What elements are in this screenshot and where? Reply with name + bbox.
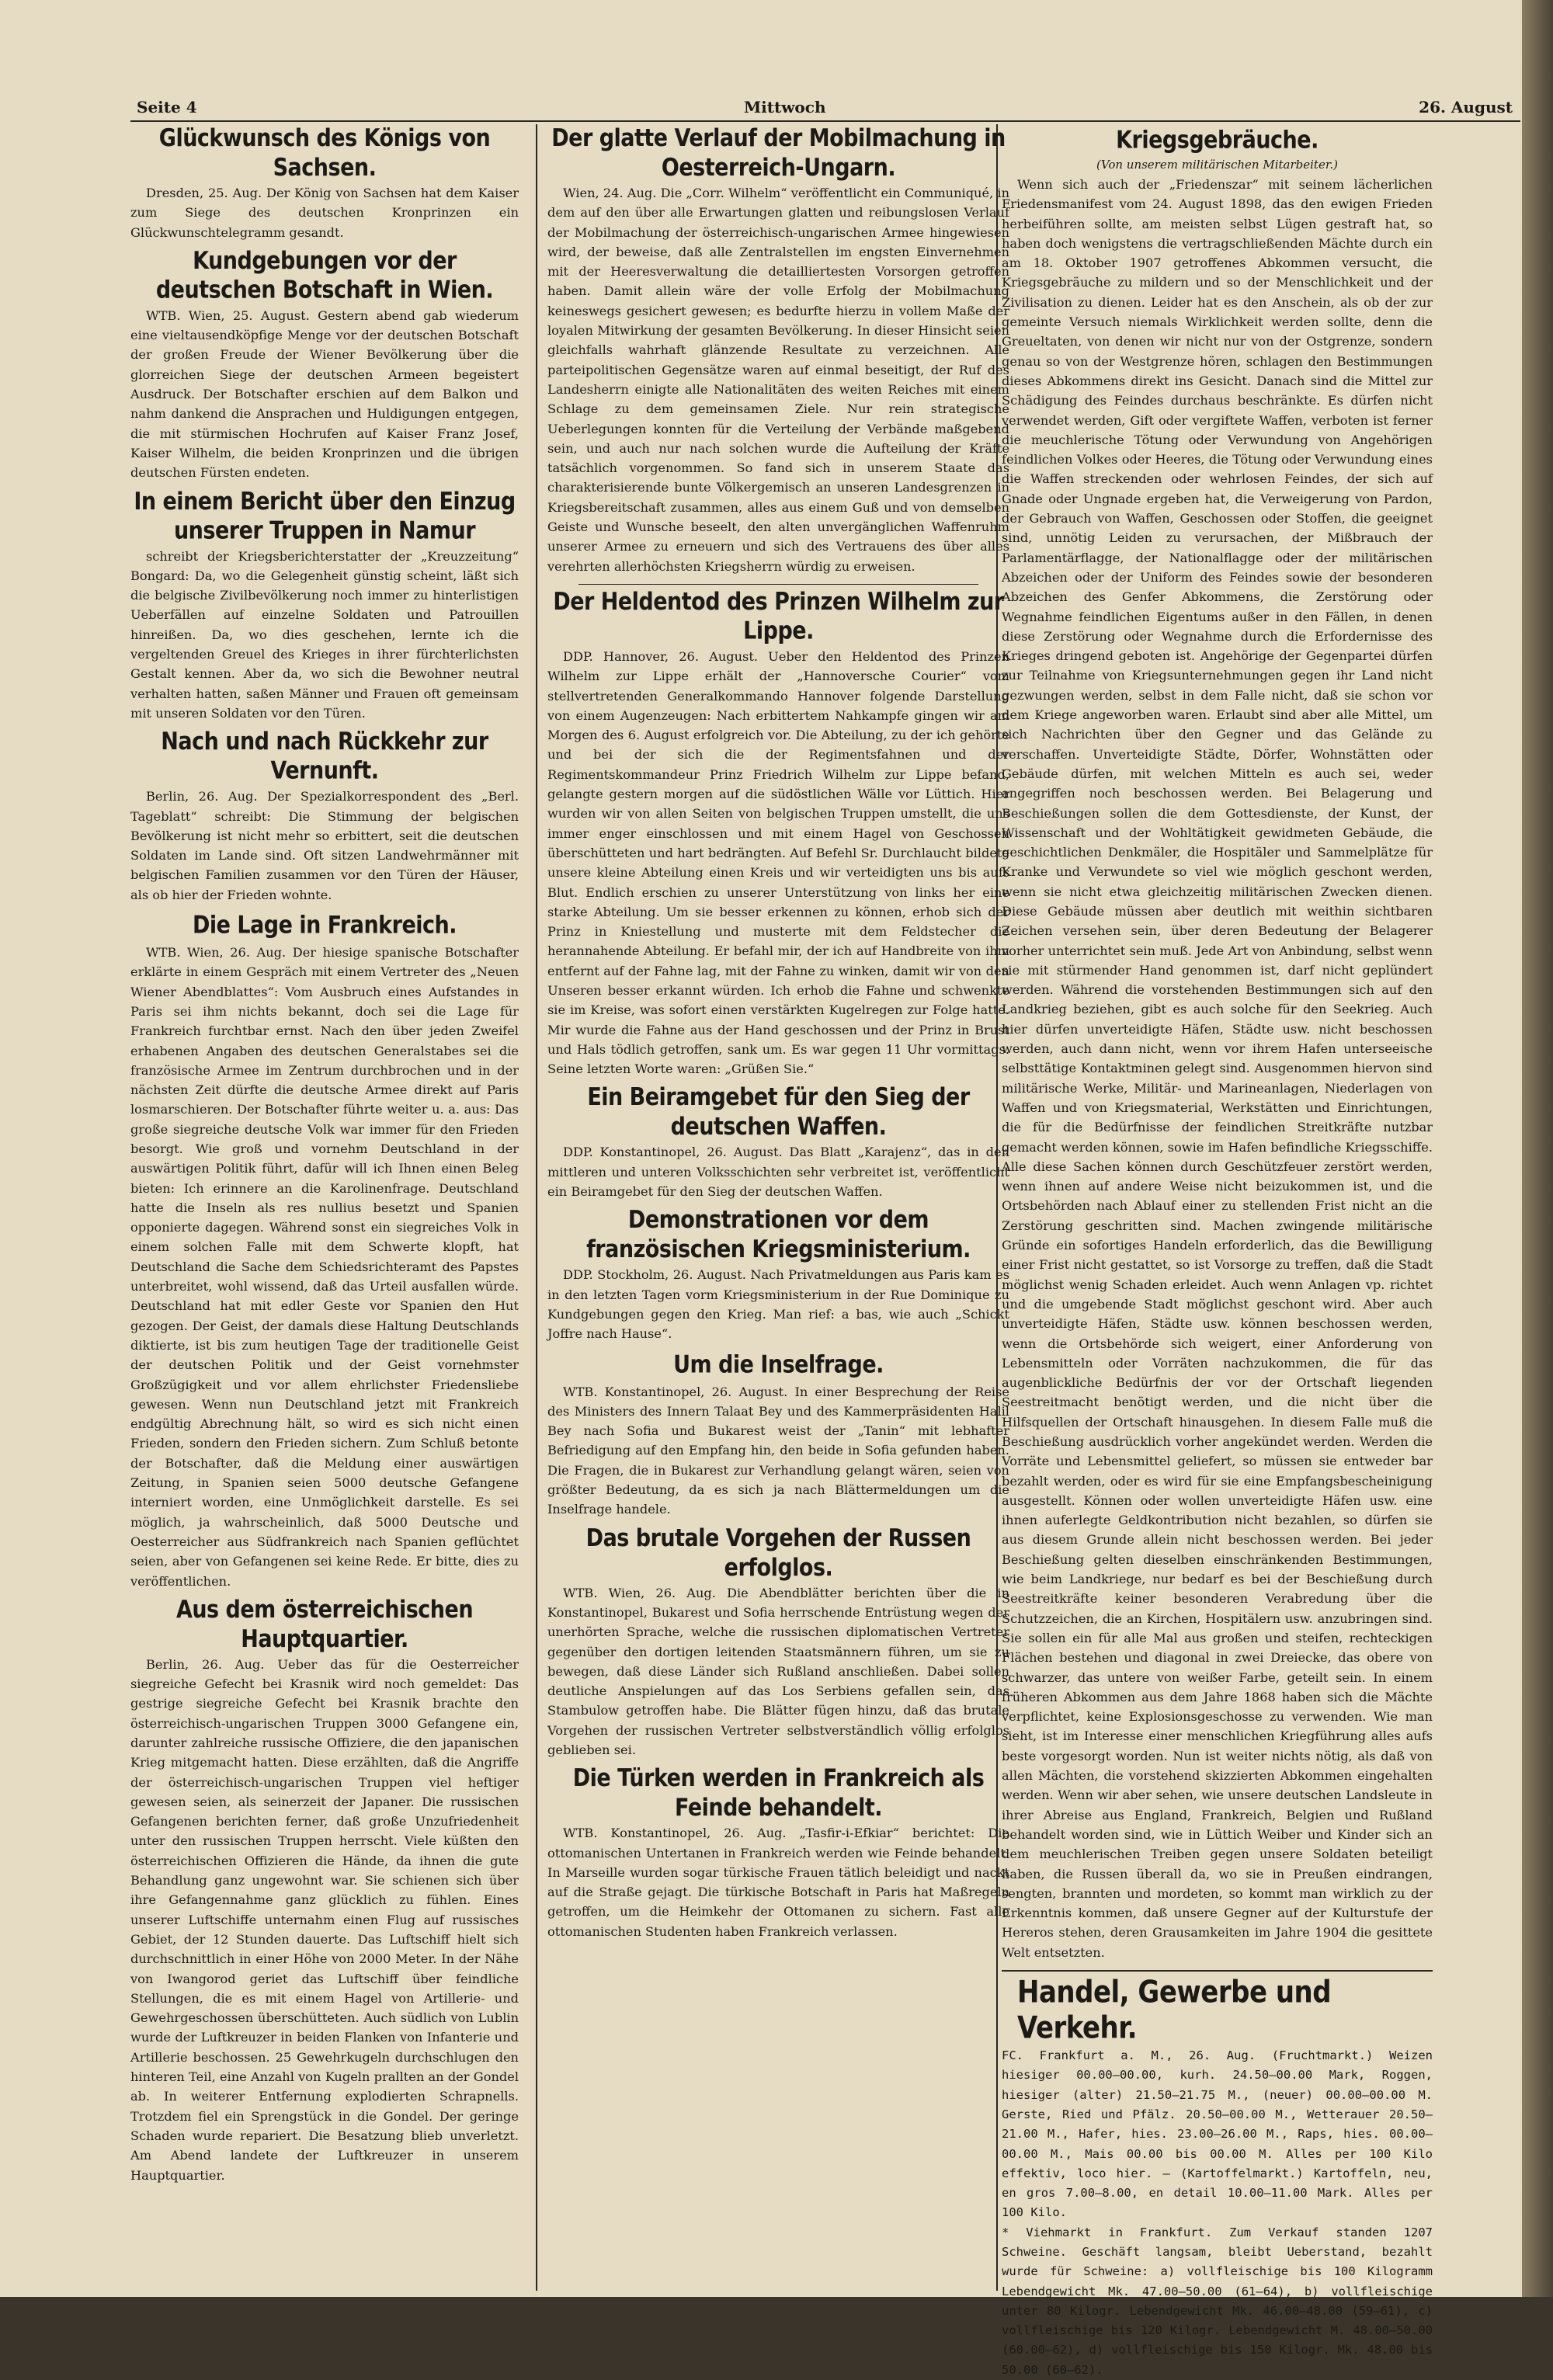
article-headline: Kundgebungen vor der deutschen Botschaft in Wien. — [155, 247, 494, 304]
article-headline: Die Türken werden in Frankreich als Feinde behandelt. — [572, 1764, 985, 1822]
article-body: Berlin, 26. Aug. Der Spezialkorrespondent des „Berl. Tageblatt“ schreibt: Die Stimmung der belgischen Bevölkerung ist nicht mehr so erbittert, seit die deutschen Soldaten im Lande sind. Oft sitzen Landwehrmänner mit belgischen Familien zusammen vor den Türen der Häuser, als ob hier der Frieden wohnte. — [130, 789, 519, 902]
article-body: WTB. Wien, 25. August. Gestern abend gab wiederum eine vieltausendköpfige Menge vor der deutschen Botschaft der großen Freude der Wiener Bevölkerung über die glorreichen Siege der deutschen Armeen begeistert Ausdruck. Der Botschafter erschien auf dem Balkon und nahm dankend die Ansprachen und Huldigungen entgegen, die mit stürmischen Hochrufen auf Kaiser Franz Josef, Kaiser Wilhelm, die beiden Kronprinzen und die übrigen deutschen Fürsten endeten. — [130, 307, 519, 481]
page-edge — [1522, 0, 1553, 2297]
article-body: WTB. Wien, 26. Aug. Der hiesige spanische Botschafter erklärte in einem Gespräch mit einem Vertreter des „Neuen Wiener Abendblattes“: Vom Ausbruch eines Aufstandes in Paris sei ihm nichts bekannt, doch sei die Lage für Frankreich furchtbar ernst. Nach den über jeden Zweifel erhabenen Angaben des deutschen Generalstabes sei die französische Armee im Zentrum durchbrochen und in der nächsten Zeit dürfte die deutsche Armee direkt auf Paris losmarschieren. Der Botschafter führte weiter u. a. aus: Das große siegreiche deutsche Volk war immer für den Frieden besorgt. Wie groß und vornehm Deutschland in der auswärtigen Politik führt, dafür will ich Ihnen einen Beleg bieten: Ich erinnere an die Karolinenfrage. Deutschland hatte die Inseln als res nullius besetzt und Spanien opponierte dagegen. Während sonst ein siegreiches Volk in einem solchen Falle mit dem Schwerte klopft, hat Deutschland die Sache dem Schiedsrichteramt des Papstes unterbreitet, wohl wissend, daß das Urteil ausfallen würde. Deutschland hat mit edler Geste vor Spanien den Hut gezogen. Der Geist, der damals diese Haltung Deutschlands diktierte, ist bis zum heutigen Tage der traditionelle Geist der deutschen Politik und der Geist vornehmster Großzügigkeit und vor allem ehrlichster Friedensliebe gewesen. Wenn nun Deutschland jetzt mit Frankreich endgültig Abrechnung hält, so wird es sich nicht einen Frieden, sondern den Frieden sichern. Zum Schluß betonte der Botschafter, daß die Meldung einer auswärtigen Zeitung, in Spanien seien 5000 deutsche Gefangene interniert worden, eine Unmöglichkeit darstelle. Es sei möglich, ja wahrscheinlich, daß 5000 Deutsche und Oesterreicher aus Südfrankreich nach Spanien geflüchtet seien, aber von Gefangenen sei keine Rede. Er bitte, dies zu veröffentlichen. — [130, 945, 519, 1589]
article — [547, 1524, 1009, 1760]
article — [130, 247, 519, 483]
article-separator — [578, 584, 978, 585]
article-body: WTB. Konstantinopel, 26. August. In einer Besprechung der Reise des Ministers des Innern Talaat Bey und des Kammerpräsidenten Halil Bey nach Sofia und Bukarest weist der „Tanin“ mit lebhafter Befriedigung auf den Empfang hin, den beide in Sofia gefunden haben. Die Fragen, die in Bukarest zur Verhandlung gelangt wären, seien von größter Bedeutung, da es sich ja nach Blättermeldungen um die Inselfrage handele. — [547, 1384, 1009, 1517]
article-body: Berlin, 26. Aug. Ueber das für die Oesterreicher siegreiche Gefecht bei Krasnik wird noch gemeldet: Das gestrige siegreiche Gefecht bei Krasnik brachte den österreichisch-ungarischen Truppen 3000 Gefangene ein, darunter zahlreiche russische Offiziere, die den japanischen Krieg mitgemacht hatten. Diese erzählten, daß die Angriffe der österreichisch-ungarischen Truppen viel heftiger gewesen seien, als seinerzeit der Japaner. Die russischen Gefangenen berichten ferner, daß große Unzufriedenheit unter den russischen Truppen herrscht. Viele küßten den österreichischen Offizieren die Hände, da ihnen die gute Behandlung ganz ungewohnt war. Sie schienen sich über ihre Gefangennahme ganz glücklich zu fühlen. Eines unserer Luftschiffe unternahm einen Flug auf russisches Gebiet, der 12 Stunden dauerte. Das Luftschiff hielt sich durchschnittlich in einer Höhe von 2000 Meter. In der Nähe von Iwangorod geriet das Luftschiff über feindliche Stellungen, die es mit einem Hagel von Artillerie- und Gewehrgeschossen überschütteten. Auch südlich von Lublin wurde der Luftkreuzer in beiden Flanken von Infanterie und Artillerie beschossen. 25 Gewehrkugeln durchschlugen den hinteren Teil, eine Anzahl von Kugeln prallten an der Gondel ab. In weiterer Entfernung explodierten Schrapnells. Trotzdem fiel ein Sprengstück in die Gondel. Der geringe Schaden wurde repariert. Die Besatzung blieb unverletzt. Am Abend landete der Luftkreuzer in unserem Hauptquartier. — [130, 1656, 519, 2183]
article-headline: In einem Bericht über den Einzug unserer Truppen in Namur — [134, 487, 516, 545]
article — [130, 487, 519, 724]
section-headline: Handel, Gewerbe und Verkehr. — [1017, 1975, 1332, 2047]
article — [130, 728, 519, 905]
page-header — [130, 92, 1513, 120]
article-body: WTB. Konstantinopel, 26. Aug. „Tasfir-i-Efkiar“ berichtet: Die ottomanischen Untertanen in Frankreich werden wie Feinde behandelt. In Marseille wurden sogar türkische Frauen tätlich beleidigt und nackt auf die Straße gejagt. Die türkische Botschaft in Paris hat Maßregeln getroffen, um die Heimkehr der Ottomanen zu sichern. Fast alle ottomanischen Studenten haben Frankreich verlassen. — [547, 1826, 1009, 1939]
article — [547, 1764, 1009, 1941]
article-body: WTB. Wien, 26. Aug. Die Abendblätter berichten über die in Konstantinopel, Bukarest und Sofia herrschende Entrüstung wegen der unerhörten Sprache, welche die russischen diplomatischen Vertreter gegenüber den dortigen leitenden Staatsmännern führen, um sie zu bewegen, daß diese Länder sich Rußland anschließen. Dabei sollen deutliche Anspielungen auf das Los Serbiens gefallen sein, das Stambulow getroffen habe. Die Blätter fügen hinzu, daß das brutale Vorgehen der russischen Vertreter selbstverständlich völlig erfolglos geblieben sei. — [547, 1585, 1009, 1757]
article-body: DDP. Hannover, 26. August. Ueber den Heldentod des Prinzen Wilhelm zur Lippe erhält der „Hannoversche Courier“ vom stellvertretenden Generalkommando Hannover folgende Darstellung von einem Augenzeugen: Nach erbittertem Nahkampfe gingen wir am Morgen des 6. August erfolgreich vor. Die Abteilung, zu der ich gehörte und bei der sich die der Regimentsfahnen und der Regimentskommandeur Prinz Friedrich Wilhelm zur Lippe befand, gelangte gestern morgen auf die südöstlichen Wälle vor Lüttich. Hier wurden wir von allen Seiten von belgischen Truppen umstellt, die uns immer enger einschlossen und mit einem Hagel von Geschossen überschütteten und hart bedrängten. Auf Befehl Sr. Durchlaucht bildete unsere kleine Abteilung einen Kreis und wir verteidigten uns bis aufs Blut. Endlich erschien zu unserer Unterstützung von links her eine starke Abteilung. Um sie besser erkennen zu können, erhob sich der Prinz in Kniestellung und musterte mit dem Feldstecher die herannahende Abteilung. Er befahl mir, der ich auf Handbreite von ihm entfernt auf der Fahne lag, mit der Fahne zu winken, damit wir von den Unseren besser erkannt würden. Ich erhob die Fahne und schwenkte sie im Kreise, was sofort einen verstärkten Kugelregen zur Folge hatte. Mir wurde die Fahne aus der Hand geschossen und der Prinz in Brust und Hals tödlich getroffen, sank um. Es war gegen 11 Uhr vormittags. Seine letzten Worte waren: „Grüßen Sie.“ — [547, 648, 1009, 1077]
article — [130, 912, 519, 1591]
article — [547, 1206, 1009, 1343]
article-body: DDP. Stockholm, 26. August. Nach Privatmeldungen aus Paris kam es in den letzten Tagen vorm Kriegsministerium in der Rue Dominique zu Kundgebungen gegen den Krieg. Man rief: a bas, wie auch „Schickt Joffre nach Hause“. — [547, 1267, 1009, 1342]
column-rule-1 — [536, 124, 537, 2291]
header-rule — [130, 120, 1520, 122]
article — [547, 588, 1009, 1079]
article-body: schreibt der Kriegsberichterstatter der „Kreuzzeitung“ Bongard: Da, wo die Gelegenheit günstig scheint, läßt sich die belgische Zivilbevölkerung noch immer zu hinterlistigen Ueberfällen auf einzelne Soldaten und Patrouillen hinreißen. Da, wo dies geschehen, lernte ich die vergeltenden Greuel des Krieges in ihrer fürchterlichsten Gestalt kennen. Aber da, wo sich die Bewohner neutral verhalten hatten, saßen Männer und Frauen oft gemeinsam mit unseren Soldaten vor den Türen. — [130, 548, 519, 721]
column-2 — [547, 123, 1009, 2289]
column-3 — [1002, 123, 1468, 2377]
article-body: Wenn sich auch der „Friedenszar“ mit seinem lächerlichen Friedensmanifest vom 24. August 1898, das den ewigen Frieden herbeiführen sollte, am meisten selbst Lügen gestraft hat, so haben doch wenigstens die vertragschließenden Mächte durch ein am 18. Oktober 1907 getroffenes Abkommen versucht, die Kriegsgebräuche zu mildern und so der Menschlichkeit und der Zivilisation zu dienen. Leider hat es den Anschein, als ob der zur gemeinte Versuch niemals Wirklichkeit werden sollte, denn die Greueltaten, von denen wir nicht nur von der Ostgrenze, sondern genau so von der Westgrenze hören, schlagen den Bestimmungen dieses Abkommens direkt ins Gesicht. Danach sind die Mittel zur Schädigung des Feindes durchaus beschränkte. Es dürfen nicht verwendet werden, Gift oder vergiftete Waffen, verboten ist ferner die meuchlerische Tötung oder Verwundung von Angehörigen feindlichen Volkes oder Heeres, die Tötung oder Verwundung eines die Waffen streckenden oder wehrlosen Feindes, der sich auf Gnade oder Ungnade ergeben hat, die Verweigerung von Pardon, der Gebrauch von Waffen, Geschossen oder Stoffen, die geeignet sind, unnötig Leiden zu verursachen, der Mißbrauch der Parlamentärflagge, der Nationalflagge oder der militärischen Abzeichen oder der Uniform des Feindes sowie der besonderen Abzeichen des Genfer Abkommens, die Zerstörung oder Wegnahme feindlichen Eigentums außer in den Fällen, in denen diese Zerstörung oder Wegnahme durch die Erfordernisse des Krieges dringend geboten ist. Angehörige der Gegenpartei dürfen zur Teilnahme von Kriegsunternehmungen gegen ihr Land nicht gezwungen werden, selbst in dem Falle nicht, daß sie schon vor dem Kriege angeworben waren. Erlaubt sind aber alle Mittel, um sich Nachrichten über den Gegner und das Gelände zu verschaffen. Unverteidigte Städte, Dörfer, Wohnstätten oder Gebäude dürfen, mit welchen Mitteln es auch sei, weder angegriffen noch beschossen werden. Bei Belagerung und Beschießungen sollen die dem Gottesdienste, der Kunst, der Wissenschaft und der Wohltätigkeit gewidmeten Gebäude, die geschichtlichen Denkmäler, die Hospitäler und Sammelplätze für Kranke und Verwundete so viel wie möglich geschont werden, wenn sie nicht etwa gleichzeitig militärischen Zwecken dienen. Diese Gebäude müssen aber deutlich mit weithin sichtbaren Zeichen versehen sein, über deren Bedeutung der Belagerer vorher unterrichtet sein muß. Jede Art von Anbindung, selbst wenn sie mit stürmender Hand genommen ist, darf nicht geplündert werden. Während die vorstehenden Bestimmungen sich auf den Landkrieg beziehen, gibt es auch solche für den Seekrieg. Auch hier dürfen unverteidigte Häfen, Städte usw. nicht beschossen werden, auch dann nicht, wenn vor ihrem Hafen unterseeische selbsttätige Kontaktminen gelegt sind. Ausgenommen hiervon sind militärische Werke, Militär- und Marineanlagen, Niederlagen von Waffen und von Kriegsmaterial, Werkstätten und Einrichtungen, die für die Bedürfnisse der feindlichen Streitkräfte nutzbar gemacht werden können, sowie im Hafen befindliche Kriegsschiffe. Alle diese Sachen können durch Geschützfeuer zerstört werden, wenn ihnen auf andere Weise nicht beizukommen ist, und die Ortsbehörden nach Ablauf einer zu stellenden Frist nicht an die Zerstörung geschritten sind. Machen zwingende militärische Gründe ein sofortiges Handeln erforderlich, das die Bewilligung einer Frist nicht gestattet, so ist Vorsorge zu treffen, daß die Stadt möglichst wenig Schaden erleidet. Auch wenn Anlagen vp. richtet und die umgebende Stadt möglichst geschont wird. Aber auch unverteidigte Häfen, Städte usw. können beschossen werden, wenn die Ortsbehörde sich weigert, einer Anforderung von Lebensmitteln oder Vorräten nachzukommen, die für das augenblickliche Bedürfnis der vor der Ortschaft liegenden Seestreitmacht benötigt werden, und die nicht über die Hilfsquellen der Ortschaft hinausgehen. In diesem Falle muß die Beschießung ausdrücklich vorher angekündet werden. Werden die Vorräte und Lebensmittel geliefert, so müssen sie entweder bar bezahlt werden, oder es wird für sie eine Empfangsbescheinigung ausgestellt. Können oder wollen unverteidigte Häfen usw. eine ihnen auferlegte Geldkontribution nicht bezahlen, so dürfen sie aus diesem Grunde allein nicht beschossen werden. Bei jeder Beschießung gelten dieselben einschränkenden Bestimmungen, wie beim Landkriege, nur bedarf es bei der Beschießung durch Seestreitkräfte keiner besonderen Verabredung über die Schutzzeichen, die an Kirchen, Hospitälern usw. anzubringen sind. Sie sollen ein für alle Mal aus großen und steifen, rechteckigen Flächen bestehen und diagonal in zwei Dreiecke, das obere von schwarzer, das untere von weißer Farbe, geteilt sein. In einem früheren Abkommen aus dem Jahre 1868 haben sich die Mächte verpflichtet, keine Explosionsgeschosse zu verwenden. Wie man sieht, ist im Interesse einer menschlichen Kriegführung alles aufs beste vorgesorgt worden. Nun ist weiter nichts nötig, als daß von allen Mächten, die vorstehend skizzierten Abkommen eingehalten werden. Wenn wir aber sehen, wie unsere deutschen Landsleute in ihrer Abreise aus England, Frankreich, Belgien und Rußland behandelt worden sind, wie in Lüttich Weiber und Kinder sich an dem meuchlerischen Treiben gegen unsere Soldaten beteiligt haben, die Russen überall da, wo sie in Preußen eindrangen, sengten, brannten und mordeten, so kommt man wirklich zu der Erkenntnis kommen, daß unsere Gegner auf der Kulturstufe der Hereros stehen, deren Grausamkeiten im Jahre 1904 die gesittete Welt entsetzten. — [1002, 177, 1433, 1960]
article-body: Dresden, 25. Aug. Der König von Sachsen hat dem Kaiser zum Siege des deutschen Kronprinzen ein Glückwunschtelegramm gesandt. — [130, 186, 519, 240]
article-headline: Demonstrationen vor dem französischen Kriegsministerium. — [586, 1206, 971, 1264]
article-headline: Um die Inselfrage. — [673, 1350, 884, 1378]
article-headline: Aus dem österreichischen Hauptquartier. — [175, 1596, 474, 1653]
issue-date: 26. August — [1419, 98, 1513, 116]
article-headline: Die Lage in Frankreich. — [192, 911, 457, 940]
page-number: Seite 4 — [137, 98, 197, 116]
column-1 — [130, 123, 519, 2289]
article-body: DDP. Konstantinopel, 26. August. Das Blatt „Karajenz“, das in den mittleren und unteren Volksschichten sehr verbreitet ist, veröffentlicht ein Beiramgebet für den Sieg der deutschen Waffen. — [547, 1145, 1009, 1200]
article-headline: Ein Beiramgebet für den Sieg der deutschen Waffen. — [587, 1083, 970, 1141]
article — [130, 1596, 519, 2185]
article-headline: Nach und nach Rückkehr zur Vernunft. — [161, 728, 488, 786]
column-3-content — [1002, 127, 1433, 2380]
trade-section — [1002, 1975, 1433, 2380]
article-headline: Der Heldentod des Prinzen Wilhelm zur Lippe. — [553, 588, 1004, 645]
article-headline: Das brutale Vorgehen der Russen erfolglos. — [585, 1524, 971, 1582]
article — [130, 124, 519, 242]
article-body: Wien, 24. Aug. Die „Corr. Wilhelm“ veröffentlicht ein Communiqué, in dem auf den über alle Erwartungen glatten und reibungslosen Verlauf der Mobilmachung der österreichisch-ungarischen Armee hingewiesen wird, der beweise, daß alle Zentralstellen im engsten Einvernehmen mit der Heeresverwaltung die detailliertesten Vorsorgen getroffen haben. Damit allein wäre der volle Erfolg der Mobilmachung keineswegs gesichert gewesen; es bedurfte hierzu in vollem Maße der loyalen Mitwirkung der gesamten Bevölkerung. In dieser Hinsicht seien gleichfalls wahrhaft glänzende Resultate zu verzeichnen. Alle parteipolitischen Gegensätze waren auf einmal beseitigt, der Ruf des Landesherrn einigte alle Nationalitäten des weiten Reiches mit einem Schlage zu dem gemeinsamen Ziele. Nur rein strategische Ueberlegungen konnten für die Verteilung der Verbände maßgebend sein, und auch nur nach solchen wurde die Aufteilung der Kräfte tatsächlich vorgenommen. So fand sich in unserem Staate das charakterisierende bunte Völkergemisch an unseren Landesgrenzen in Kriegsbereitschaft zusammen, alles aus einem Guß und von demselben Geiste und Wunsche beseelt, den alten unvergänglichen Waffenruhm unserer Armee zu erneuern und sich des Vertrauens des über alles verehrten allerhöchsten Kriegsherrn würdig zu erweisen. — [547, 186, 1009, 574]
grain-market-report: FC. Frankfurt a. M., 26. Aug. (Fruchtmarkt.) Weizen hiesiger 00.00—00.00, kurh. 24.50—00.00 Mark, Roggen, hiesiger (alter) 21.50—21.75 M., (neuer) 00.00—00.00 M. Gerste, Ried und Pfälz. 20.50—00.00 M., Wetterauer 20.50—21.00 M., Hafer, hies. 23.00—26.00 M., Raps, hies. 00.00—00.00 M., Mais 00.00 bis 00.00 M. Alles per 100 Kilo effektiv, loco hier. — (Kartoffelmarkt.) Kartoffeln, neu, en gros 7.00—8.00, en detail 10.00—11.00 Mark. Alles per 100 Kilo. — [1002, 2048, 1433, 2220]
article — [547, 1083, 1009, 1201]
article — [547, 1352, 1009, 1520]
article-headline: Der glatte Verlauf der Mobilmachung in Oesterreich-Ungarn. — [551, 124, 1006, 182]
cattle-market-report: * Viehmarkt in Frankfurt. Zum Verkauf standen 1207 Schweine. Geschäft langsam, bleibt Ueberstand, bezahlt wurde für Schweine: a) vollfleischige bis 100 Kilogramm Lebendgewicht Mk. 47.00—50.00 (61—64), b) vollfleischige unter 80 Kilogr. Lebendgewicht Mk. 46.00—48.00 (59—61), c) vollfleischige bis 120 Kilogr. Lebendgewicht M. 48.00—50.00 (60.00—62), d) vollfleischige bis 150 Kilogr. Mk. 48.00 bis 50.00 (60—62). — [1002, 2225, 1433, 2377]
article-headline: Kriegsgebräuche. — [1116, 126, 1318, 155]
feature-article — [1002, 127, 1433, 1962]
section-separator — [1002, 1970, 1433, 1972]
weekday: Mittwoch — [744, 98, 826, 116]
article-byline: (Von unserem militärischen Mitarbeiter.) — [1096, 158, 1338, 172]
article — [547, 124, 1009, 576]
article-headline: Glückwunsch des Königs von Sachsen. — [158, 124, 491, 182]
